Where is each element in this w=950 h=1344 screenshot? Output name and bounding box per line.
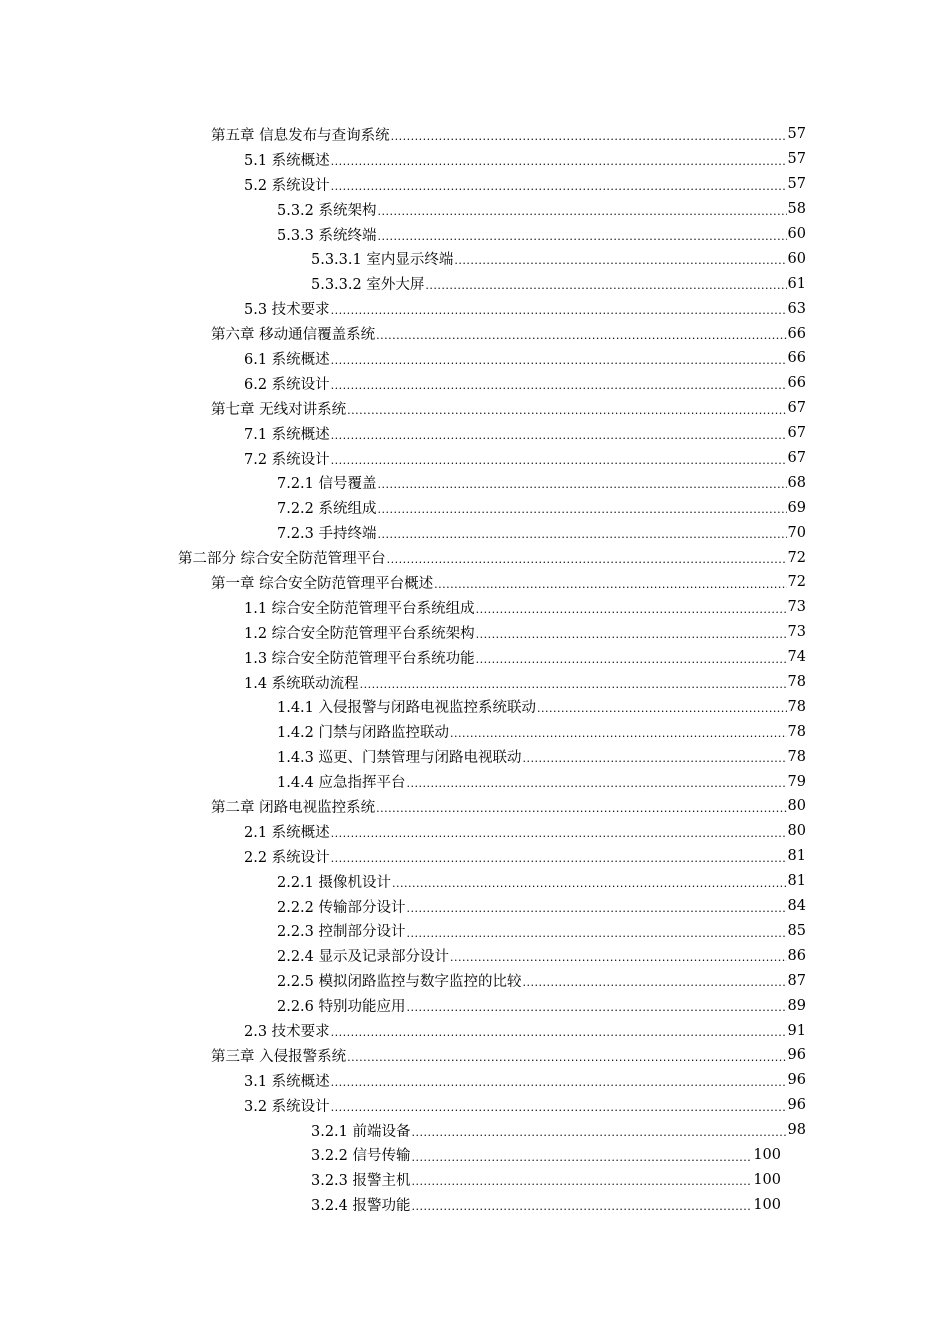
dot-leader <box>331 421 787 446</box>
dot-leader <box>331 346 787 371</box>
dot-leader <box>331 844 787 869</box>
toc-entry-title: 2.2.6 特别功能应用 <box>277 999 406 1016</box>
toc-entry[interactable] <box>0 271 950 296</box>
toc-entry[interactable] <box>0 1192 950 1217</box>
dot-leader <box>412 1192 753 1217</box>
toc-entry-title: 2.3 技术要求 <box>244 1024 330 1040</box>
toc-entry-title: 2.2.5 模拟闭路监控与数字监控的比较 <box>277 974 522 991</box>
dot-leader <box>331 1018 787 1043</box>
toc-entry-title: 5.3.3.1 室内显示终端 <box>311 252 454 269</box>
toc-entry-page-number: 96 <box>787 1097 806 1114</box>
dot-leader <box>537 694 787 719</box>
toc-entry-page-number: 100 <box>753 1171 781 1188</box>
dot-leader <box>378 470 787 495</box>
dot-leader <box>412 1118 787 1143</box>
toc-entry-page-number: 80 <box>787 798 806 815</box>
dot-leader <box>331 172 787 197</box>
toc-entry-title: 6.1 系统概述 <box>244 351 330 368</box>
toc-entry-page-number: 58 <box>787 201 806 218</box>
toc-entry-title: 3.2.2 信号传输 <box>311 1148 411 1165</box>
toc-entry-page-number: 98 <box>787 1122 806 1139</box>
dot-leader <box>412 1143 753 1168</box>
toc-entry-page-number: 91 <box>787 1022 806 1039</box>
toc-entry-page-number: 81 <box>787 848 806 865</box>
toc-entry-page-number: 89 <box>787 997 806 1014</box>
toc-entry-title: 第五章 信息发布与查询系统 <box>211 127 390 144</box>
toc-entry[interactable] <box>0 446 950 471</box>
dot-leader <box>407 919 787 944</box>
toc-entry-title: 第三章 入侵报警系统 <box>211 1048 347 1065</box>
toc-entry-page-number: 78 <box>787 748 806 765</box>
toc-entry[interactable] <box>0 719 950 744</box>
dot-leader <box>347 396 786 421</box>
dot-leader <box>360 670 787 695</box>
toc-entry[interactable] <box>0 919 950 944</box>
toc-entry-title: 7.2.1 信号覆盖 <box>277 476 377 493</box>
toc-entry[interactable] <box>0 645 950 670</box>
toc-entry[interactable] <box>0 545 950 570</box>
toc-entry-page-number: 60 <box>787 250 806 267</box>
toc-entry[interactable] <box>0 246 950 271</box>
dot-leader <box>450 943 787 968</box>
toc-entry-page-number: 72 <box>787 549 806 566</box>
toc-entry[interactable] <box>0 993 950 1018</box>
toc-entry-page-number: 100 <box>753 1196 781 1213</box>
toc-entry[interactable] <box>0 894 950 919</box>
toc-entry[interactable] <box>0 396 950 421</box>
toc-entry-page-number: 57 <box>787 151 806 168</box>
toc-entry[interactable] <box>0 1018 950 1043</box>
toc-entry-page-number: 67 <box>787 450 806 467</box>
toc-entry[interactable] <box>0 968 950 993</box>
toc-entry[interactable] <box>0 1167 950 1192</box>
toc-entry-page-number: 85 <box>787 922 806 939</box>
toc-entry-title: 3.2.4 报警功能 <box>311 1198 411 1215</box>
dot-leader <box>391 122 787 147</box>
toc-entry-title: 第一章 综合安全防范管理平台概述 <box>211 575 434 592</box>
toc-entry-page-number: 78 <box>787 723 806 740</box>
toc-entry[interactable] <box>0 794 950 819</box>
toc-entry-page-number: 100 <box>753 1146 781 1163</box>
toc-entry-title: 5.3.2 系统架构 <box>277 202 377 219</box>
toc-entry[interactable] <box>0 869 950 894</box>
toc-entry-title: 7.2 系统设计 <box>244 451 330 468</box>
dot-leader <box>476 595 787 620</box>
toc-entry[interactable] <box>0 197 950 222</box>
toc-entry-title: 7.2.2 系统组成 <box>277 501 377 518</box>
toc-entry[interactable] <box>0 1118 950 1143</box>
toc-entry-page-number: 78 <box>787 674 806 691</box>
toc-entry-title: 1.3 综合安全防范管理平台系统功能 <box>244 650 475 667</box>
toc-entry-title: 第二部分 综合安全防范管理平台 <box>178 551 386 568</box>
toc-entry-page-number: 70 <box>787 524 806 541</box>
toc-entry-title: 7.2.3 手持终端 <box>277 526 377 543</box>
toc-entry[interactable] <box>0 844 950 869</box>
dot-leader <box>392 869 787 894</box>
toc-entry[interactable] <box>0 595 950 620</box>
dot-leader <box>407 894 787 919</box>
toc-entry-title: 第七章 无线对讲系统 <box>211 401 347 418</box>
toc-entry-title: 2.2.2 传输部分设计 <box>277 899 406 916</box>
dot-leader <box>347 1043 786 1068</box>
toc-entry[interactable] <box>0 1143 950 1168</box>
toc-entry[interactable] <box>0 470 950 495</box>
toc-entry-title: 5.2 系统设计 <box>244 177 330 194</box>
toc-entry-title: 2.2 系统设计 <box>244 849 330 866</box>
toc-entry-title: 6.2 系统设计 <box>244 376 330 393</box>
dot-leader <box>407 769 787 794</box>
toc-entry[interactable] <box>0 321 950 346</box>
toc-entry-page-number: 66 <box>787 325 806 342</box>
toc-entry[interactable] <box>0 172 950 197</box>
dot-leader <box>425 271 786 296</box>
toc-entry-title: 3.2 系统设计 <box>244 1098 330 1115</box>
table-of-contents <box>0 122 950 1217</box>
toc-entry[interactable] <box>0 744 950 769</box>
toc-entry-title: 7.1 系统概述 <box>244 426 330 443</box>
toc-entry-title: 2.2.3 控制部分设计 <box>277 924 406 941</box>
toc-entry[interactable] <box>0 520 950 545</box>
dot-leader <box>407 993 787 1018</box>
toc-entry[interactable] <box>0 570 950 595</box>
toc-entry-title: 5.3.3 系统终端 <box>277 227 377 244</box>
dot-leader <box>450 719 787 744</box>
toc-entry-title: 5.3 技术要求 <box>244 302 330 319</box>
dot-leader <box>434 570 786 595</box>
toc-entry-page-number: 66 <box>787 350 806 367</box>
toc-entry[interactable] <box>0 620 950 645</box>
dot-leader <box>331 147 787 172</box>
toc-entry-title: 1.2 综合安全防范管理平台系统架构 <box>244 625 475 642</box>
dot-leader <box>412 1167 753 1192</box>
toc-entry-title: 1.4 系统联动流程 <box>244 675 359 692</box>
toc-entry-page-number: 86 <box>787 947 806 964</box>
toc-entry-page-number: 68 <box>787 474 806 491</box>
toc-entry[interactable] <box>0 819 950 844</box>
toc-entry[interactable] <box>0 694 950 719</box>
toc-entry-title: 1.4.2 门禁与闭路监控联动 <box>277 725 450 742</box>
dot-leader <box>331 1093 787 1118</box>
dot-leader <box>331 296 787 321</box>
toc-entry-page-number: 84 <box>787 898 806 915</box>
dot-leader <box>454 246 786 271</box>
dot-leader <box>387 545 787 570</box>
toc-entry[interactable] <box>0 296 950 321</box>
toc-entry-title: 第六章 移动通信覆盖系统 <box>211 327 376 344</box>
toc-entry-page-number: 60 <box>787 226 806 242</box>
toc-entry-title: 1.1 综合安全防范管理平台系统组成 <box>244 600 475 617</box>
dot-leader <box>476 645 787 670</box>
toc-entry[interactable] <box>0 1043 950 1068</box>
toc-entry-page-number: 61 <box>787 275 806 292</box>
toc-entry[interactable] <box>0 371 950 396</box>
toc-entry[interactable] <box>0 222 950 247</box>
toc-entry[interactable] <box>0 670 950 695</box>
dot-leader <box>331 446 787 471</box>
toc-entry-page-number: 74 <box>787 649 806 666</box>
toc-entry-title: 5.3.3.2 室外大屏 <box>311 277 425 294</box>
dot-leader <box>331 819 787 844</box>
toc-entry-page-number: 81 <box>787 873 806 890</box>
toc-entry-page-number: 67 <box>787 425 806 442</box>
dot-leader <box>378 222 787 247</box>
toc-entry-page-number: 57 <box>787 176 806 193</box>
toc-entry[interactable] <box>0 346 950 371</box>
toc-entry[interactable] <box>0 421 950 446</box>
toc-entry-page-number: 57 <box>787 126 806 143</box>
toc-entry-page-number: 67 <box>787 400 806 417</box>
toc-entry-page-number: 72 <box>787 574 806 591</box>
toc-entry-title: 5.1 系统概述 <box>244 152 330 169</box>
toc-entry-title: 2.1 系统概述 <box>244 824 330 841</box>
toc-entry[interactable] <box>0 147 950 172</box>
toc-entry-page-number: 63 <box>787 300 806 317</box>
toc-entry-title: 3.2.1 前端设备 <box>311 1123 411 1140</box>
toc-entry-page-number: 69 <box>787 499 806 516</box>
dot-leader <box>376 794 786 819</box>
dot-leader <box>376 321 786 346</box>
toc-entry-title: 2.2.4 显示及记录部分设计 <box>277 949 450 966</box>
toc-entry[interactable] <box>0 1093 950 1118</box>
dot-leader <box>378 495 787 520</box>
toc-entry-page-number: 73 <box>787 624 806 641</box>
toc-entry-title: 3.1 系统概述 <box>244 1073 330 1090</box>
dot-leader <box>331 1068 787 1093</box>
toc-entry-page-number: 80 <box>787 823 806 840</box>
toc-entry-page-number: 73 <box>787 599 806 616</box>
toc-entry-title: 第二章 闭路电视监控系统 <box>211 799 376 816</box>
toc-entry-title: 1.4.4 应急指挥平台 <box>277 775 406 792</box>
toc-entry-page-number: 96 <box>787 1047 806 1064</box>
dot-leader <box>331 371 787 396</box>
dot-leader <box>476 620 787 645</box>
toc-entry-title: 2.2.1 摄像机设计 <box>277 874 392 891</box>
toc-entry-page-number: 96 <box>787 1072 806 1089</box>
dot-leader <box>378 520 787 545</box>
toc-entry[interactable] <box>0 943 950 968</box>
toc-entry[interactable] <box>0 495 950 520</box>
toc-entry[interactable] <box>0 769 950 794</box>
dot-leader <box>523 744 787 769</box>
toc-entry-page-number: 79 <box>787 773 806 790</box>
toc-entry[interactable] <box>0 1068 950 1093</box>
dot-leader <box>523 968 787 993</box>
toc-entry-title: 1.4.1 入侵报警与闭路电视监控系统联动 <box>277 700 537 717</box>
toc-entry-page-number: 66 <box>787 375 806 392</box>
toc-entry-page-number: 78 <box>787 698 806 715</box>
toc-entry-page-number: 87 <box>787 972 806 989</box>
toc-entry-title: 1.4.3 巡更、门禁管理与闭路电视联动 <box>277 750 522 767</box>
toc-entry[interactable] <box>0 122 950 147</box>
dot-leader <box>378 197 787 222</box>
toc-entry-title: 3.2.3 报警主机 <box>311 1173 411 1190</box>
